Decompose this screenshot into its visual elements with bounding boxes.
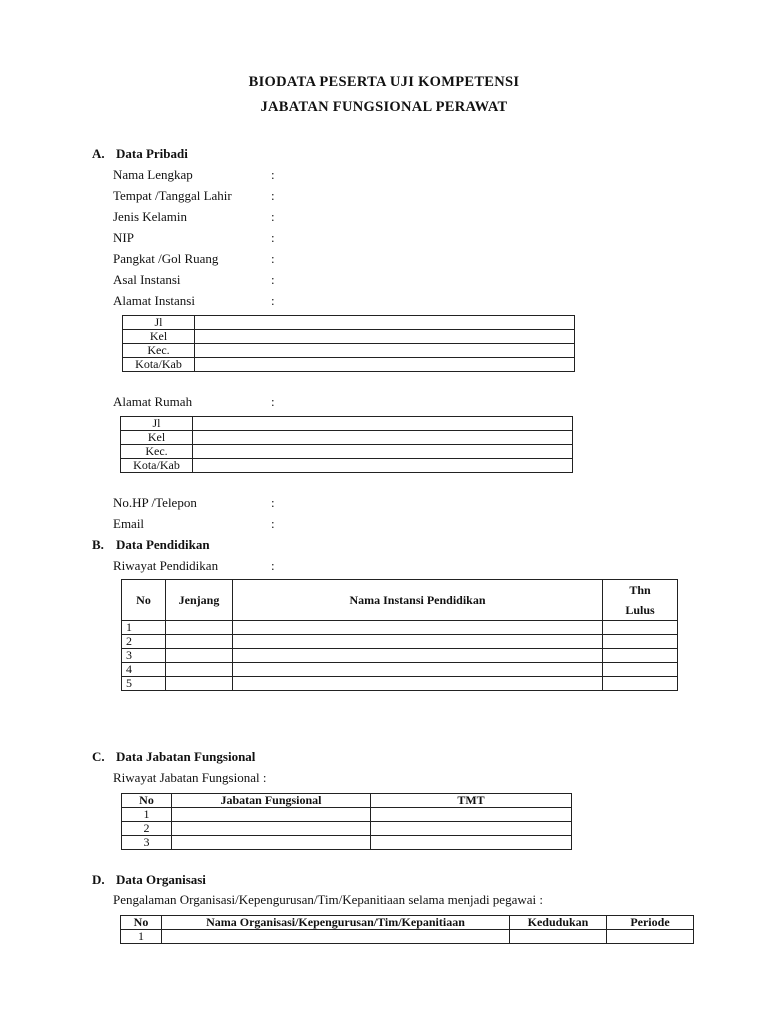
- colon: :: [271, 293, 275, 308]
- header-nama-instansi: Nama Instansi Pendidikan: [233, 580, 603, 621]
- table-row: [122, 635, 678, 649]
- table-row: [122, 663, 678, 677]
- table-cell[interactable]: [172, 822, 371, 836]
- header-kedudukan: Kedudukan: [510, 916, 607, 930]
- field-pangkat-gol-ruang: Pangkat /Gol Ruang: [113, 251, 219, 266]
- organisasi-table: [120, 915, 694, 944]
- address-label-kel: Kel: [123, 330, 195, 344]
- document-title-line2: JABATAN FUNGSIONAL PERAWAT: [260, 99, 508, 115]
- address-value-cell[interactable]: [193, 431, 573, 445]
- address-label-kec: Kec.: [121, 445, 193, 459]
- table-cell[interactable]: [172, 836, 371, 850]
- section-a-letter: A.: [92, 146, 105, 161]
- address-value-cell[interactable]: [195, 358, 575, 372]
- table-header-row: [121, 916, 694, 930]
- address-label-kel: Kel: [121, 431, 193, 445]
- colon: :: [271, 209, 275, 224]
- header-jenjang: Jenjang: [166, 580, 233, 621]
- row-number: 1: [122, 621, 166, 635]
- table-cell[interactable]: [603, 663, 678, 677]
- table-cell[interactable]: [603, 649, 678, 663]
- section-d-heading: [92, 872, 206, 888]
- row-number: 1: [122, 808, 172, 822]
- header-lulus: Lulus: [625, 603, 655, 617]
- address-label-jl: Jl: [121, 417, 193, 431]
- colon: :: [271, 167, 275, 182]
- section-b-title: Data Pendidikan: [116, 537, 210, 552]
- colon: :: [271, 516, 275, 531]
- header-thn-lulus: [603, 580, 678, 621]
- riwayat-jabatan-label: Riwayat Jabatan Fungsional :: [113, 770, 267, 785]
- table-row: [122, 808, 572, 822]
- table-row: [121, 431, 573, 445]
- address-label-jl: Jl: [123, 316, 195, 330]
- address-value-cell[interactable]: [193, 459, 573, 473]
- row-number: 2: [122, 822, 172, 836]
- section-a-heading: [92, 146, 188, 162]
- section-c-heading: [92, 749, 255, 765]
- table-cell[interactable]: [233, 677, 603, 691]
- table-cell[interactable]: [233, 663, 603, 677]
- section-b-letter: B.: [92, 537, 104, 552]
- table-row: [122, 649, 678, 663]
- header-periode: Periode: [607, 916, 694, 930]
- header-tmt: TMT: [371, 794, 572, 808]
- table-cell[interactable]: [510, 930, 607, 944]
- row-number: 5: [122, 677, 166, 691]
- section-a-title: Data Pribadi: [116, 146, 188, 161]
- table-cell[interactable]: [371, 808, 572, 822]
- section-b-heading: [92, 537, 210, 553]
- table-row: [123, 358, 575, 372]
- row-number: 2: [122, 635, 166, 649]
- riwayat-pendidikan-label: Riwayat Pendidikan: [113, 558, 219, 573]
- section-c-letter: C.: [92, 749, 105, 764]
- table-cell[interactable]: [603, 635, 678, 649]
- colon: :: [271, 272, 275, 287]
- pengalaman-organisasi-label: Pengalaman Organisasi/Kepengurusan/Tim/Kepanitiaan selama menjadi pegawai :: [113, 892, 543, 907]
- table-row: [122, 822, 572, 836]
- address-label-kota-kab: Kota/Kab: [121, 459, 193, 473]
- table-row: [123, 316, 575, 330]
- pendidikan-table: [121, 579, 678, 691]
- table-header-row: [122, 580, 678, 621]
- header-no: No: [121, 916, 162, 930]
- table-row: [122, 836, 572, 850]
- section-c-title: Data Jabatan Fungsional: [116, 749, 256, 764]
- field-email: Email: [113, 516, 145, 531]
- field-alamat-instansi: Alamat Instansi: [113, 293, 195, 308]
- table-cell[interactable]: [166, 663, 233, 677]
- table-row: [121, 445, 573, 459]
- address-value-cell[interactable]: [195, 330, 575, 344]
- table-cell[interactable]: [371, 822, 572, 836]
- colon: :: [271, 230, 275, 245]
- table-cell[interactable]: [166, 677, 233, 691]
- address-value-cell[interactable]: [195, 316, 575, 330]
- table-row: [121, 930, 694, 944]
- alamat-instansi-table: [122, 315, 575, 372]
- field-tempat-tanggal-lahir: Tempat /Tanggal Lahir: [113, 188, 232, 203]
- colon: :: [271, 188, 275, 203]
- header-jabatan-fungsional: Jabatan Fungsional: [172, 794, 371, 808]
- header-no: No: [122, 794, 172, 808]
- table-cell[interactable]: [166, 649, 233, 663]
- field-no-hp-telepon: No.HP /Telepon: [113, 495, 197, 510]
- table-header-row: [122, 794, 572, 808]
- table-cell[interactable]: [162, 930, 510, 944]
- header-no: No: [122, 580, 166, 621]
- colon: :: [271, 558, 275, 573]
- table-cell[interactable]: [603, 677, 678, 691]
- table-row: [122, 621, 678, 635]
- address-value-cell[interactable]: [193, 417, 573, 431]
- section-d-title: Data Organisasi: [116, 872, 206, 887]
- field-jenis-kelamin: Jenis Kelamin: [113, 209, 188, 224]
- field-asal-instansi: Asal Instansi: [113, 272, 181, 287]
- field-nip: NIP: [113, 230, 134, 245]
- row-number: 1: [121, 930, 162, 944]
- table-row: [121, 417, 573, 431]
- table-cell[interactable]: [233, 635, 603, 649]
- colon: :: [271, 394, 275, 409]
- address-value-cell[interactable]: [193, 445, 573, 459]
- row-number: 3: [122, 836, 172, 850]
- section-d-letter: D.: [92, 872, 105, 887]
- table-cell[interactable]: [607, 930, 694, 944]
- table-cell[interactable]: [233, 649, 603, 663]
- header-nama-organisasi: Nama Organisasi/Kepengurusan/Tim/Kepanitiaan: [162, 916, 510, 930]
- address-label-kec: Kec.: [123, 344, 195, 358]
- table-cell[interactable]: [166, 635, 233, 649]
- field-alamat-rumah: Alamat Rumah: [113, 394, 193, 409]
- field-nama-lengkap: Nama Lengkap: [113, 167, 193, 182]
- table-row: [122, 677, 678, 691]
- table-cell[interactable]: [233, 621, 603, 635]
- row-number: 4: [122, 663, 166, 677]
- table-row: [123, 330, 575, 344]
- address-value-cell[interactable]: [195, 344, 575, 358]
- colon: :: [271, 251, 275, 266]
- table-cell[interactable]: [166, 621, 233, 635]
- table-cell[interactable]: [172, 808, 371, 822]
- alamat-rumah-table: [120, 416, 573, 473]
- table-row: [121, 459, 573, 473]
- address-label-kota-kab: Kota/Kab: [123, 358, 195, 372]
- header-thn: Thn: [629, 583, 651, 597]
- colon: :: [271, 495, 275, 510]
- document-title-line1: BIODATA PESERTA UJI KOMPETENSI: [248, 74, 520, 90]
- table-row: [123, 344, 575, 358]
- table-cell[interactable]: [603, 621, 678, 635]
- table-cell[interactable]: [371, 836, 572, 850]
- jabatan-fungsional-table: [121, 793, 572, 850]
- row-number: 3: [122, 649, 166, 663]
